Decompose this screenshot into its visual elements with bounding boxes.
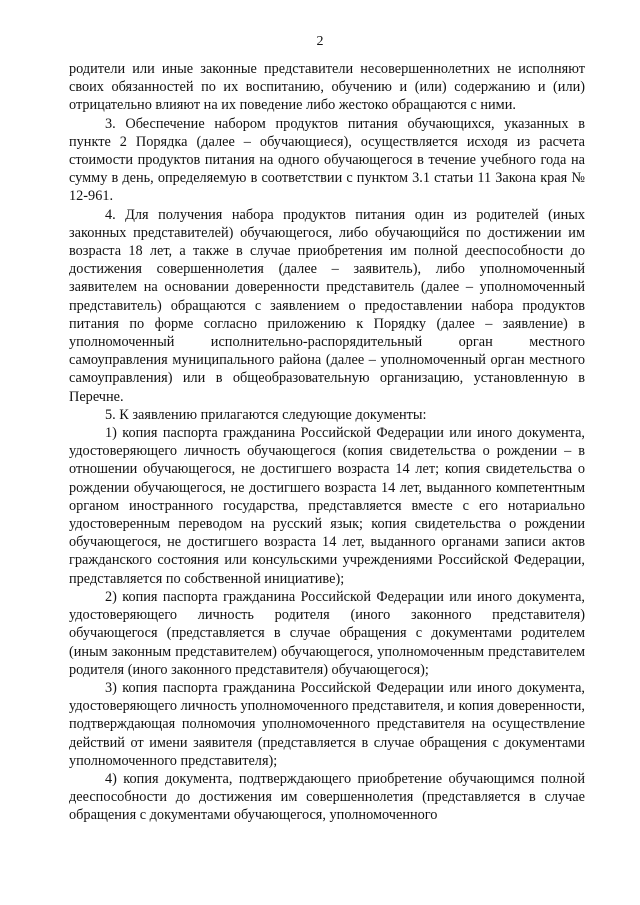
page-number: 2	[316, 34, 324, 49]
paragraph-3: 3. Обеспечение набором продуктов питания обучающихся, указанных в пункте 2 Порядка (далее – обучающиеся), осуществляется исходя из расчета стоимости продуктов питания на одного обучающегося в течение учебного года на сумму в день, определяемую в соответствии с пунктом 3.1 статьи 11 Закона края № 12-961.	[69, 115, 585, 205]
list-item-5-3: 3) копия паспорта гражданина Российской Федерации или иного документа, удостоверяющего личность уполномоченного представителя, и копия доверенности, подтверждающая полномочия уполномоченного представителя на осуществление действий от имени заявителя (представляется в случае обращения с документами уполномоченного представителя);	[69, 679, 585, 769]
list-item-5-2: 2) копия паспорта гражданина Российской Федерации или иного документа, удостоверяющего личность родителя (иного законного представителя) обучающегося (представляется в случае обращения с документами родителем (иным законным представителем) обучающегося, уполномоченным представителем родителя (иного законного представителя) обучающегося);	[69, 588, 585, 678]
paragraph-4: 4. Для получения набора продуктов питания один из родителей (иных законных представителей) обучающегося, либо обучающийся по достижении им возраста 18 лет, а также в случае приобретения им полной дееспособности до достижения совершеннолетия (далее – заявитель), либо уполномоченный заявителем на основании доверенности представитель (далее – уполномоченный представитель) обращаются с заявлением о предоставлении набора продуктов питания по форме согласно приложению к Порядку (далее – заявление) в уполномоченный исполнительно-распорядительный орган местного самоуправления муниципального района (далее – уполномоченный орган местного самоуправления) или в общеобразовательную организацию, установленную в Перечне.	[69, 206, 585, 405]
list-item-5-1: 1) копия паспорта гражданина Российской Федерации или иного документа, удостоверяющего личность обучающегося (копия свидетельства о рождении – в отношении обучающегося, не достигшего возраста 14 лет; копия свидетельства о рождении обучающегося, не достигшего возраста 14 лет, выданного компетентным органом иностранного государства, представляется вместе с его нотариально удостоверенным переводом на русский язык; копия свидетельства о рождении обучающегося, не достигшего возраста 14 лет, выданного органами записи актов гражданского состояния или консульскими учреждениями Российской Федерации, представляется по собственной инициативе);	[69, 425, 585, 587]
paragraph-5: 5. К заявлению прилагаются следующие документы:	[105, 406, 427, 423]
paragraph-continuation: родители или иные законные представители несовершеннолетних не исполняют своих обязанностей по их воспитанию, обучению и (или) содержанию и (или) отрицательно влияют на их поведение либо жестоко обращаются с ними.	[69, 61, 585, 114]
document-body	[69, 60, 585, 825]
list-item-5-4: 4) копия документа, подтверждающего приобретение обучающимся полной дееспособности до достижения им совершеннолетия (представляется в случае обращения с документами обучающегося, уполномоченного	[69, 770, 585, 824]
